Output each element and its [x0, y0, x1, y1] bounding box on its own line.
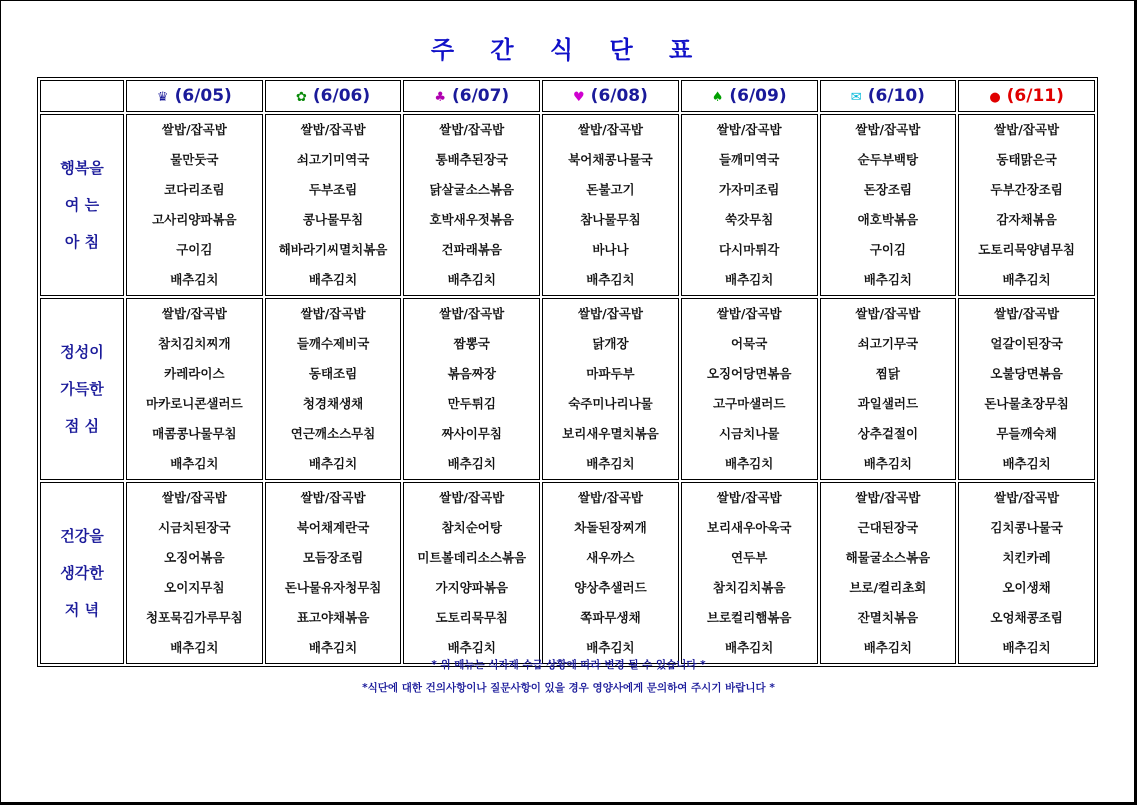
menu-item: 건파래볶음: [441, 242, 502, 257]
menu-item: 근대된장국: [857, 520, 919, 535]
menu-item: 모듬장조림: [302, 550, 364, 565]
menu-item: 매콤콩나물무침: [152, 426, 237, 441]
menu-item: 과일샐러드: [857, 396, 919, 411]
menu-item: 구이김: [176, 242, 213, 257]
spade-icon: ♠: [711, 90, 724, 105]
menu-item: 배추김치: [863, 456, 913, 471]
menu-item: 오이지무침: [164, 580, 225, 595]
menu-item-list: [266, 115, 401, 295]
club-icon: ♣: [434, 90, 446, 105]
menu-item: 배추김치: [308, 640, 358, 655]
menu-item: 연근깨소스무침: [290, 426, 376, 441]
menu-item: 배추김치: [863, 640, 913, 655]
menu-item: 돈장조림: [863, 182, 913, 197]
menu-item: 닭살굴소스볶음: [429, 182, 515, 197]
crown-icon: ♛: [156, 90, 169, 105]
menu-item: 마파두부: [586, 366, 635, 381]
menu-item: 쌀밥/잡곡밥: [716, 122, 782, 137]
meal-label-dinner: [40, 482, 124, 664]
menu-item: 북어채계란국: [296, 520, 370, 535]
menu-item: 쇠고기무국: [857, 336, 919, 351]
menu-cell: [403, 298, 540, 480]
meal-row-breakfast: [40, 114, 1095, 296]
envelope-icon: ✉: [850, 90, 862, 105]
menu-cell: [265, 482, 402, 664]
footnote-inquiry-notice: *식단에 대한 건의사항이나 질문사항이 있을 경우 영양사에게 문의하여 주시기 바랍니다 *: [362, 682, 775, 694]
menu-item: 찜닭: [875, 366, 900, 381]
menu-item: 쌀밥/잡곡밥: [439, 490, 505, 505]
menu-cell: [542, 298, 679, 480]
menu-cell: [820, 298, 957, 480]
menu-item: 쌀밥/잡곡밥: [300, 306, 366, 321]
day-date: (6/07): [451, 86, 510, 106]
menu-item-list: [404, 115, 539, 295]
menu-item: 호박새우젓볶음: [429, 212, 515, 227]
menu-item: 참치김치찌개: [158, 336, 231, 351]
menu-item: 보리새우아욱국: [706, 520, 792, 535]
menu-cell: [403, 482, 540, 664]
meal-label-breakfast: [40, 114, 124, 296]
menu-item: 해물굴소스볶음: [845, 550, 931, 565]
menu-cell: [681, 298, 818, 480]
menu-item: 잔멸치볶음: [857, 610, 919, 625]
meal-label-line: 점 심: [64, 416, 100, 435]
menu-item-list: [543, 115, 678, 295]
menu-item: 고사리양파볶음: [152, 212, 237, 227]
menu-item: 짬뽕국: [453, 336, 490, 351]
menu-item: 쌀밥/잡곡밥: [994, 306, 1060, 321]
day-date: (6/11): [1006, 86, 1064, 106]
menu-item: 브로/컬리초회: [849, 580, 927, 595]
menu-item: 얼갈이된장국: [990, 336, 1063, 351]
menu-item: 돈나물초장무침: [984, 396, 1069, 411]
circle-icon: ●: [989, 90, 1001, 105]
menu-cell: [681, 482, 818, 664]
menu-item: 들깨수제비국: [296, 336, 370, 351]
menu-item: 배추김치: [1002, 456, 1051, 471]
menu-item: 브로컬리햄볶음: [706, 610, 792, 625]
corner-cell: [40, 80, 124, 112]
menu-item-list: [959, 115, 1094, 295]
menu-item: 어묵국: [731, 336, 768, 351]
meal-row-lunch: [40, 298, 1095, 480]
day-header-sat: [820, 80, 957, 112]
flower-icon: ✿: [295, 90, 307, 105]
menu-item: 쌀밥/잡곡밥: [439, 306, 505, 321]
menu-item: 감자채볶음: [996, 212, 1057, 227]
meal-label-line: 가득한: [60, 379, 104, 398]
menu-item: 해바라기씨멸치볶음: [278, 242, 388, 257]
menu-item: 쌀밥/잡곡밥: [994, 122, 1060, 137]
menu-item: 새우까스: [586, 550, 635, 565]
menu-item-list: [959, 483, 1094, 663]
weekly-menu-table: [37, 77, 1098, 667]
page-title: 주 간 식 단 표: [430, 36, 707, 64]
meal-label-line: 저 녁: [64, 600, 100, 619]
menu-item: 연두부: [731, 550, 768, 565]
menu-item: 쌀밥/잡곡밥: [994, 490, 1060, 505]
menu-item: 오이생채: [1002, 580, 1051, 595]
menu-cell: [542, 114, 679, 296]
menu-item: 무들깨숙채: [996, 426, 1057, 441]
menu-item: 배추김치: [586, 640, 635, 655]
menu-item: 구이김: [869, 242, 906, 257]
menu-item: 배추김치: [170, 640, 219, 655]
menu-item: 차돌된장찌개: [574, 520, 647, 535]
day-header-thu: [542, 80, 679, 112]
menu-cell: [126, 482, 263, 664]
menu-item-list: [404, 299, 539, 479]
menu-item-list: [959, 299, 1094, 479]
menu-cell: [681, 114, 818, 296]
menu-item: 코다리조림: [164, 182, 225, 197]
menu-item: 시금치나물: [718, 426, 780, 441]
menu-item-list: [682, 299, 817, 479]
meal-row-dinner: [40, 482, 1095, 664]
day-date: (6/09): [729, 86, 787, 106]
menu-item-list: [266, 299, 401, 479]
menu-cell: [820, 114, 957, 296]
menu-item: 표고야채볶음: [296, 610, 370, 625]
menu-item: 오징어당면볶음: [706, 366, 792, 381]
menu-item-list: [821, 483, 956, 663]
menu-item-list: [821, 299, 956, 479]
menu-item-list: [682, 483, 817, 663]
menu-item: 배추김치: [586, 272, 635, 287]
menu-item: 김치콩나물국: [990, 520, 1063, 535]
menu-item: 다시마튀각: [718, 242, 780, 257]
menu-cell: [265, 114, 402, 296]
menu-item: 돈나물유자청무침: [284, 580, 382, 595]
day-header-sun: [958, 80, 1095, 112]
menu-item: 쌀밥/잡곡밥: [161, 306, 227, 321]
menu-item: 오불당면볶음: [990, 366, 1063, 381]
day-header-wed: [403, 80, 540, 112]
menu-item: 북어채콩나물국: [568, 152, 653, 167]
menu-item: 애호박볶음: [857, 212, 919, 227]
menu-item: 쑥갓무침: [725, 212, 774, 227]
day-date: (6/05): [174, 86, 232, 106]
day-header-tue: [265, 80, 402, 112]
menu-item: 볶음짜장: [447, 366, 496, 381]
menu-item: 쌀밥/잡곡밥: [439, 122, 505, 137]
menu-cell: [958, 298, 1095, 480]
menu-item: 시금치된장국: [158, 520, 231, 535]
menu-item: 쌀밥/잡곡밥: [855, 490, 921, 505]
menu-item: 숙주미나리나물: [568, 396, 653, 411]
menu-cell: [958, 482, 1095, 664]
day-date: (6/08): [590, 86, 648, 106]
menu-item: 미트볼데리소스볶음: [417, 550, 527, 565]
menu-item: 치킨카레: [1002, 550, 1051, 565]
meal-label-lunch: [40, 298, 124, 480]
menu-item-list: [127, 299, 262, 479]
menu-item: 배추김치: [170, 272, 219, 287]
menu-item: 배추김치: [1002, 640, 1051, 655]
meal-label-line: 생각한: [60, 563, 104, 582]
day-header-fri: [681, 80, 818, 112]
menu-cell: [403, 114, 540, 296]
menu-item-list: [821, 115, 956, 295]
menu-item-list: [682, 115, 817, 295]
footnote-change-notice: * 위 메뉴는 식자재 수급 상황에 따라 변경 될 수 있습니다 *: [431, 659, 706, 671]
menu-cell: [126, 114, 263, 296]
menu-item: 가지양파볶음: [435, 580, 508, 595]
menu-item: 오엉채콩조림: [990, 610, 1063, 625]
menu-item: 도토리묵무침: [435, 610, 508, 625]
meal-label-line: 아 침: [64, 232, 100, 251]
menu-item: 두부조림: [308, 182, 358, 197]
menu-item: 쌀밥/잡곡밥: [161, 490, 227, 505]
menu-item: 쌀밥/잡곡밥: [577, 490, 643, 505]
meal-label-line: 정성이: [60, 342, 104, 361]
menu-item: 들깨미역국: [718, 152, 780, 167]
menu-item: 배추김치: [308, 272, 358, 287]
day-date: (6/06): [312, 86, 371, 106]
menu-item: 물만둣국: [170, 152, 219, 167]
menu-item: 돈불고기: [586, 182, 635, 197]
menu-item: 배추김치: [725, 456, 774, 471]
menu-item: 보리새우멸치볶음: [562, 426, 659, 441]
heart-icon: ♥: [573, 90, 585, 105]
menu-item: 쌀밥/잡곡밥: [716, 306, 782, 321]
menu-item-list: [266, 483, 401, 663]
meal-label-line: 건강을: [60, 526, 104, 545]
menu-item: 도토리묵양념무침: [978, 242, 1075, 257]
menu-item: 만두튀김: [447, 396, 496, 411]
menu-item: 쌀밥/잡곡밥: [577, 306, 643, 321]
menu-item: 청경채생채: [302, 396, 364, 411]
menu-item-list: [127, 115, 262, 295]
menu-item: 배추김치: [1002, 272, 1051, 287]
menu-item: 마카로니콘샐러드: [146, 396, 243, 411]
menu-cell: [820, 482, 957, 664]
menu-cell: [126, 298, 263, 480]
menu-item: 양상추샐러드: [574, 580, 647, 595]
menu-item: 참치순어탕: [441, 520, 502, 535]
meal-label-line: 행복을: [60, 158, 104, 177]
menu-item: 참치김치볶음: [712, 580, 786, 595]
menu-item: 가자미조림: [718, 182, 780, 197]
menu-item: 닭개장: [592, 336, 629, 351]
menu-item: 참나물무침: [580, 212, 641, 227]
menu-cell: [958, 114, 1095, 296]
menu-item-list: [127, 483, 262, 663]
menu-item: 바나나: [592, 242, 629, 257]
menu-item: 통배추된장국: [435, 152, 508, 167]
menu-item: 배추김치: [447, 272, 496, 287]
menu-item: 쌀밥/잡곡밥: [855, 122, 921, 137]
menu-item: 청포묵김가루무침: [146, 610, 243, 625]
menu-item: 콩나물무침: [302, 212, 364, 227]
menu-item: 상추겉절이: [857, 426, 919, 441]
menu-item: 배추김치: [447, 640, 496, 655]
menu-item: 배추김치: [170, 456, 219, 471]
menu-item: 배추김치: [725, 640, 774, 655]
menu-item: 카레라이스: [164, 366, 225, 381]
menu-item: 쪽파무생채: [580, 610, 641, 625]
day-date: (6/10): [867, 86, 925, 106]
menu-item: 순두부백탕: [857, 152, 919, 167]
menu-item: 배추김치: [725, 272, 774, 287]
menu-item: 쌀밥/잡곡밥: [855, 306, 921, 321]
menu-item-list: [543, 299, 678, 479]
menu-item: 쌀밥/잡곡밥: [577, 122, 643, 137]
menu-cell: [542, 482, 679, 664]
menu-item: 배추김치: [863, 272, 913, 287]
menu-item: 배추김치: [586, 456, 635, 471]
menu-item: 오징어볶음: [164, 550, 225, 565]
menu-item: 쇠고기미역국: [296, 152, 370, 167]
menu-item: 배추김치: [447, 456, 496, 471]
menu-item: 짜사이무침: [441, 426, 502, 441]
menu-item: 동태조림: [308, 366, 358, 381]
header-row: [40, 80, 1095, 112]
menu-cell: [265, 298, 402, 480]
menu-item: 배추김치: [308, 456, 358, 471]
menu-item: 쌀밥/잡곡밥: [300, 490, 366, 505]
meal-label-line: 여 는: [64, 195, 100, 214]
menu-item: 쌀밥/잡곡밥: [716, 490, 782, 505]
menu-item-list: [404, 483, 539, 663]
menu-item-list: [543, 483, 678, 663]
menu-item: 고구마샐러드: [712, 396, 786, 411]
day-header-mon: [126, 80, 263, 112]
menu-item: 쌀밥/잡곡밥: [161, 122, 227, 137]
menu-item: 동태맑은국: [996, 152, 1057, 167]
menu-item: 두부간장조림: [990, 182, 1063, 197]
menu-item: 쌀밥/잡곡밥: [300, 122, 366, 137]
